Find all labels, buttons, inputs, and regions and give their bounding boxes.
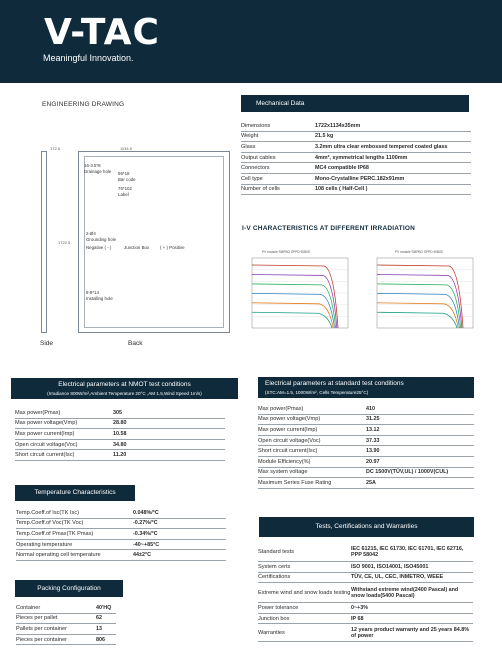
mechanical-row [241,142,471,153]
stc-row [258,414,474,425]
nmot-table [15,408,225,461]
mechanical-value: 108 cells ( Half-Cell ) [315,184,471,195]
stc-key: Max power(Pmax) [258,404,366,414]
note-grounding: Grounding hole [86,237,117,242]
note-installing: Installing hole [86,296,113,301]
iv-left-curve [252,293,334,328]
temperature-key: Temp.Coeff.of Isc(TK Isc) [16,508,133,518]
iv-chart-right [365,254,480,334]
tests-key: Standard tests [258,542,351,562]
nmot-row [15,450,225,461]
iv-chart-left [240,254,355,334]
nmot-header [11,378,238,399]
note-junction-box: Junction Box [124,245,150,250]
header-banner [0,0,502,83]
dim-top-left: 172.5 [50,146,61,151]
mechanical-key: Weight [241,131,315,142]
tests-value: IEC 61215, IEC 61730, IEC 61701, IEC 62716, PPP 58042 [351,542,473,562]
tests-key: Junction box [258,613,351,624]
brand-tagline: Meaningful Innovation. [43,53,134,63]
packing-row [16,603,116,613]
temperature-key: Operating temperature [16,539,133,550]
temperature-row [16,550,226,561]
nmot-value: 28.80 [113,418,225,429]
iv-left-curve [252,274,337,328]
temperature-table [16,508,226,561]
packing-value: 62 [96,613,116,624]
packing-key: Pallets per container [16,624,96,635]
tests-value: IP 68 [351,613,473,624]
brand-logo: V-TAC [44,12,160,53]
mechanical-table [241,121,471,195]
temperature-header [15,485,135,501]
packing-header [15,580,123,597]
temperature-value: -0.27%/°C [133,518,226,529]
mechanical-key: Output cables [241,152,315,163]
packing-row [16,634,116,645]
nmot-key: Short circuit current(Isc) [15,450,113,461]
nmot-subtitle: (Irradiance 800W/m²,Ambient Temperature 20°C ,AM 1.5,Wind Speed 1m/s) [47,391,202,396]
temperature-value: -40~+85°C [133,539,226,550]
nmot-value: 10.58 [113,429,225,440]
temperature-key: Temp.Coeff.of Pmax(TK Pmax) [16,529,133,540]
packing-key: Pieces per pallet [16,613,96,624]
mechanical-row [241,184,471,195]
nmot-key: Max power voltage(Vmp) [15,418,113,429]
note-grounding-count: 2-Ø4 [86,231,96,236]
stc-row [258,467,474,478]
temperature-row [16,508,226,518]
stc-row [258,456,474,467]
packing-row [16,613,116,624]
mechanical-title: Mechanical Data [256,100,305,107]
temperature-value: 0.048%/°C [133,508,226,518]
mechanical-key: Cell type [241,173,315,184]
note-drainage-count: 16-3.5*8 [84,163,101,168]
temperature-row [16,529,226,540]
packing-value: 40'HQ [96,603,116,613]
iv-left-curve [252,312,332,328]
engineering-title: ENGINEERING DRAWING [42,101,125,108]
iv-title: I-V CHARACTERISTICS AT DIFFERENT IRRADIATION [242,225,415,232]
nmot-row [15,439,225,450]
stc-title: Electrical parameters at standard test conditions [265,380,404,387]
stc-value: 13.90 [366,446,474,457]
nmot-value: 34.80 [113,439,225,450]
note-drainage: Drainage hole [84,169,112,174]
mechanical-row [241,121,471,131]
temperature-title: Temperature Characteristics [34,489,116,496]
stc-key: Module Efficiency(%) [258,456,366,467]
tests-key: Power tolerance [258,603,351,614]
nmot-row [15,408,225,418]
stc-key: Max power current(Imp) [258,425,366,436]
nmot-value: 11.20 [113,450,225,461]
tests-key: System certs [258,562,351,573]
tests-value: TÜV, CE, UL, CEC, INMETRO, WEEE [351,572,473,583]
mechanical-value: 1722x1134x35mm [315,121,471,131]
mechanical-value: 21.5 kg [315,131,471,142]
mechanical-row [241,173,471,184]
tests-row [258,603,473,614]
stc-row [258,435,474,446]
stc-key: Maximum Series Fuse Rating [258,478,366,489]
temperature-row [16,518,226,529]
tests-row [258,572,473,583]
mechanical-key: Glass [241,142,315,153]
packing-value: 13 [96,624,116,635]
mechanical-value: 4mm², symmetrical lengths 1100mm [315,152,471,163]
mechanical-row [241,131,471,142]
nmot-value: 305 [113,408,225,418]
mechanical-header [241,95,469,112]
note-barcode: Bar code [118,177,136,182]
stc-key: Short circuit current(Isc) [258,446,366,457]
mechanical-key: Connectors [241,163,315,174]
stc-table [258,404,474,489]
mechanical-row [241,163,471,174]
mechanical-value: MC4 compatible IP68 [315,163,471,174]
tests-value: ISO 9001, ISO14001, ISO45001 [351,562,473,573]
stc-subtitle: (STC:AM=1.5, 1000W/m², Cells Temperature25°C) [265,390,369,395]
tests-value: 0~+3% [351,603,473,614]
side-label: Side [40,340,54,347]
stc-row [258,425,474,436]
mechanical-key: Dimensions [241,121,315,131]
packing-table [16,603,116,645]
iv-right-curve [377,274,462,328]
nmot-key: Max power(Pmax) [15,408,113,418]
tests-value: 12 years product warranty and 25 years 84.8% of power [351,624,473,642]
mechanical-key: Number of cells [241,184,315,195]
stc-value: 31.25 [366,414,474,425]
tests-row [258,542,473,562]
tests-key: Warranties [258,624,351,642]
note-barcode-size: 56*18 [118,171,130,176]
mechanical-row [241,152,471,163]
temperature-value: 44±2°C [133,550,226,561]
stc-value: 20.97 [366,456,474,467]
stc-value: DC 1500V(TÜV,UL) / 1000V(CUL) [366,467,474,478]
temperature-row [16,539,226,550]
stc-value: 410 [366,404,474,414]
side-view [41,151,47,333]
tests-row [258,562,473,573]
stc-row [258,404,474,414]
note-label: Label [118,192,129,197]
note-negative: Negative ( - ) [86,245,112,250]
nmot-key: Max power current(Imp) [15,429,113,440]
nmot-key: Open circuit voltage(Voc) [15,439,113,450]
packing-title: Packing Configuration [37,585,101,592]
packing-row [16,624,116,635]
stc-row [258,446,474,457]
tests-header [259,517,474,537]
tests-row [258,613,473,624]
note-installing-count: 8-9*14 [86,290,99,295]
iv-left-curve [252,303,333,328]
temperature-value: -0.34%/°C [133,529,226,540]
stc-value: 13.12 [366,425,474,436]
stc-key: Max system voltage [258,467,366,478]
mechanical-value: Mono-Crystalline PERC.182x91mm [315,173,471,184]
tests-row [258,624,473,642]
back-label: Back [128,340,143,347]
iv-right-curve [377,312,457,328]
temperature-key: Temp.Coeff.of Voc(TK Voc) [16,518,133,529]
tests-key: Extreme wind and snow loads testing [258,583,351,603]
stc-row [258,478,474,489]
packing-key: Pieces per container [16,634,96,645]
stc-key: Open circuit voltage(Voc) [258,435,366,446]
iv-right-label: PV module SMPBO SPPD 90B0S [395,250,444,254]
tests-value: Withstand extreme wind(2400 Pascal) and snow loads(5400 Pascal) [351,583,473,603]
nmot-row [15,418,225,429]
packing-key: Container [16,603,96,613]
tests-title: Tests, Certifications and Warranties [315,523,418,530]
stc-key: Max power voltage(Vmp) [258,414,366,425]
iv-right-curve [377,303,458,328]
stc-header [258,377,474,398]
tests-key: Certifications [258,572,351,583]
tests-table [258,542,473,642]
iv-right-curve [377,293,459,328]
nmot-title: Electrical parameters at NMOT test conditions [58,381,191,388]
iv-left-label: PV module SMPBO SPPD 90B0S [262,250,311,254]
temperature-key: Normal operating cell temperature [16,550,133,561]
packing-value: 806 [96,634,116,645]
note-label-size: 76*102 [118,186,132,191]
tests-row [258,583,473,603]
back-view-inner [84,156,224,328]
stc-value: 37.33 [366,435,474,446]
nmot-row [15,429,225,440]
stc-value: 25A [366,478,474,489]
note-positive: ( + ) Positive [160,245,185,250]
dim-top: 1134.5 [120,146,132,151]
dim-left: 1722.5 [58,240,71,245]
mechanical-value: 3.2mm ultra clear embossed tempered coated glass [315,142,471,153]
